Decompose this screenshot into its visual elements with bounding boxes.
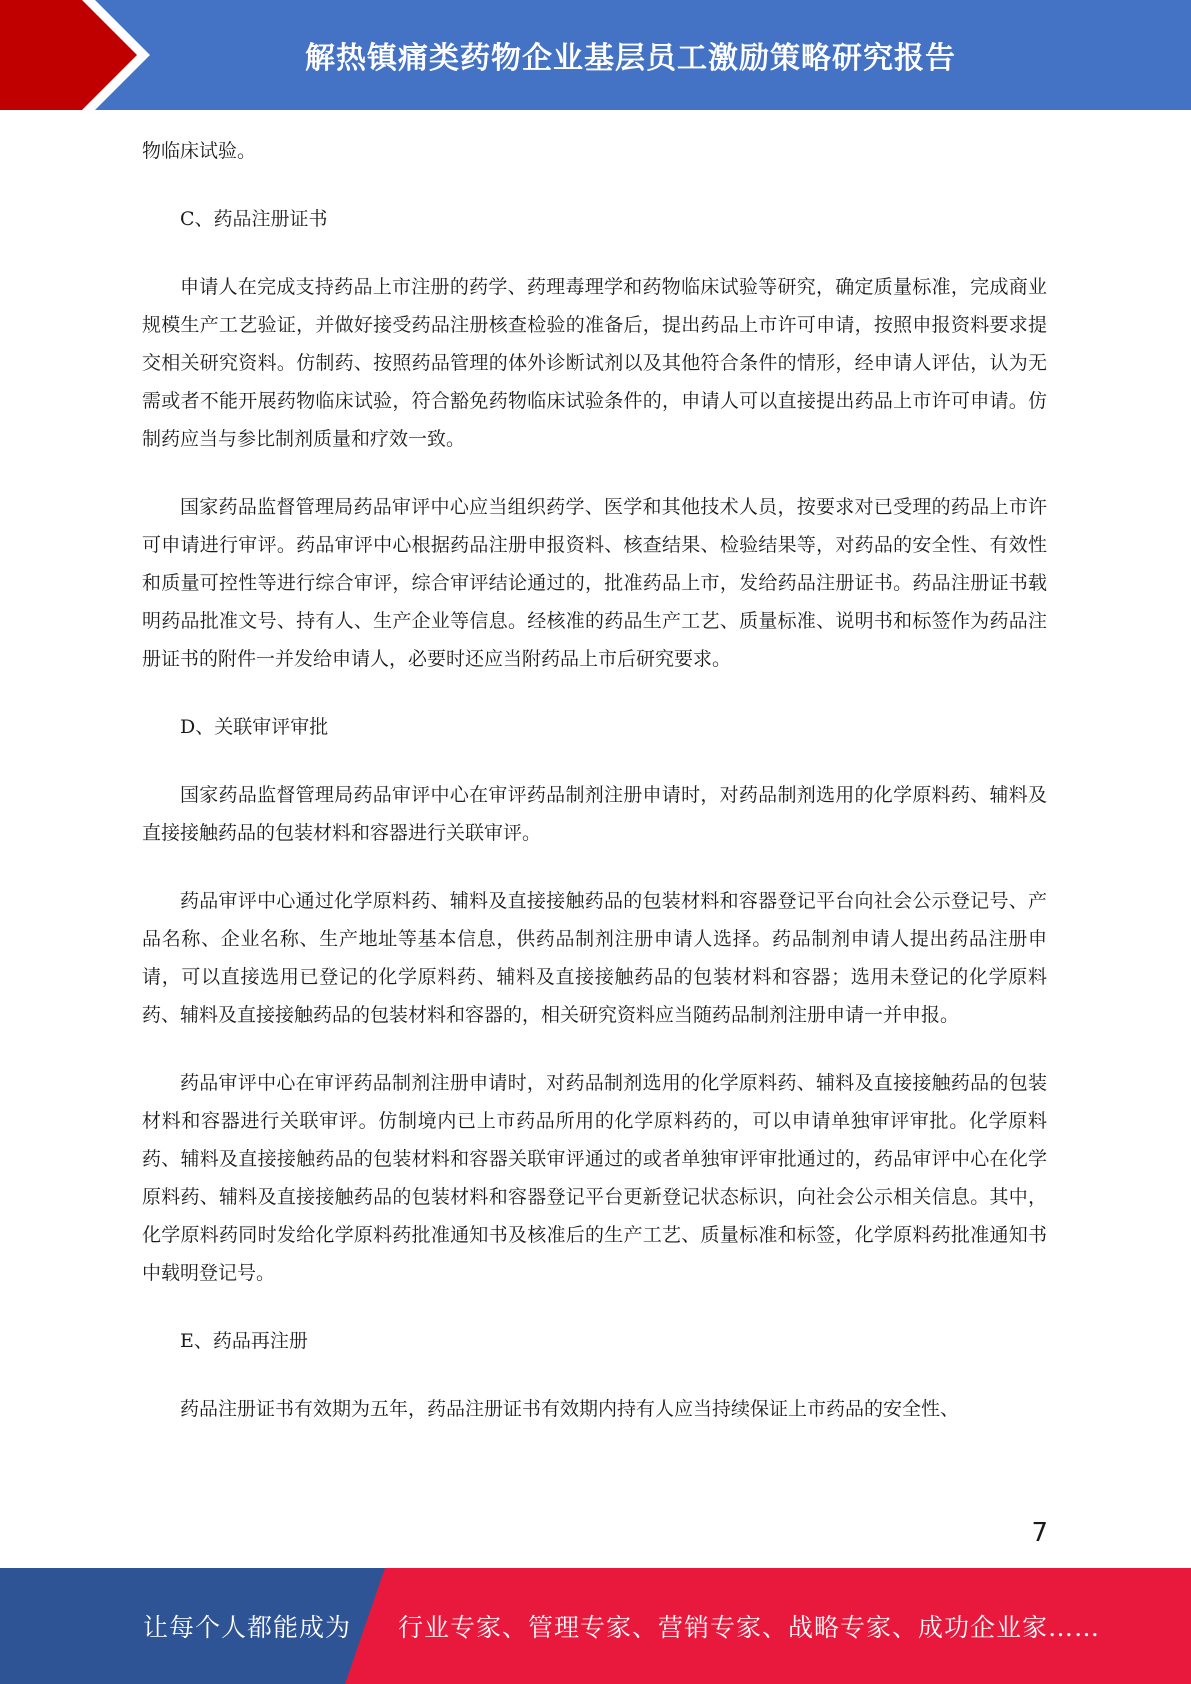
document-title: 解热镇痛类药物企业基层员工激励策略研究报告 <box>305 41 956 76</box>
header-chevron-decoration <box>0 0 160 110</box>
section-heading: E、药品再注册 <box>180 1330 308 1352</box>
footer-slogan-left: 让每个人都能成为 <box>143 1613 352 1642</box>
page-number: 7 <box>1031 1518 1048 1548</box>
body-paragraph: 国家药品监督管理局药品审评中心在审评药品制剂注册申请时，对药品制剂选用的化学原料药、辅料及直接接触药品的包装材料和容器进行关联审评。 <box>142 784 1047 844</box>
document-body <box>142 132 1047 1458</box>
page-header <box>0 0 1191 110</box>
section-heading: C、药品注册证书 <box>180 208 328 230</box>
body-paragraph: 物临床试验。 <box>142 140 257 162</box>
body-paragraph: 申请人在完成支持药品上市注册的药学、药理毒理学和药物临床试验等研究，确定质量标准，完成商业规模生产工艺验证，并做好接受药品注册核查检验的准备后，提出药品上市许可申请，按照申报资料要求提交相关研究资料。仿制药、按照药品管理的体外诊断试剂以及其他符合条件的情形，经申请人评估，认为无需或者不能开展药物临床试验，符合豁免药物临床试验条件的，申请人可以直接提出药品上市许可申请。仿制药应当与参比制剂质量和疗效一致。 <box>142 276 1047 450</box>
body-paragraph: 药品审评中心通过化学原料药、辅料及直接接触药品的包装材料和容器登记平台向社会公示登记号、产品名称、企业名称、生产地址等基本信息，供药品制剂注册申请人选择。药品制剂申请人提出药品注册申请，可以直接选用已登记的化学原料药、辅料及直接接触药品的包装材料和容器；选用未登记的化学原料药、辅料及直接接触药品的包装材料和容器的，相关研究资料应当随药品制剂注册申请一并申报。 <box>142 890 1047 1026</box>
body-paragraph: 国家药品监督管理局药品审评中心应当组织药学、医学和其他技术人员，按要求对已受理的药品上市许可申请进行审评。药品审评中心根据药品注册申报资料、核查结果、检验结果等，对药品的安全性、有效性和质量可控性等进行综合审评，综合审评结论通过的，批准药品上市，发给药品注册证书。药品注册证书载明药品批准文号、持有人、生产企业等信息。经核准的药品生产工艺、质量标准、说明书和标签作为药品注册证书的附件一并发给申请人，必要时还应当附药品上市后研究要求。 <box>142 496 1047 670</box>
section-heading: D、关联审评审批 <box>180 716 329 738</box>
footer-slogan-right: 行业专家、管理专家、营销专家、战略专家、成功企业家…… <box>398 1613 1101 1642</box>
body-paragraph: 药品审评中心在审评药品制剂注册申请时，对药品制剂选用的化学原料药、辅料及直接接触药品的包装材料和容器进行关联审评。仿制境内已上市药品所用的化学原料药的，可以申请单独审评审批。化学原料药、辅料及直接接触药品的包装材料和容器关联审评通过的或者单独审评审批通过的，药品审评中心在化学原料药、辅料及直接接触药品的包装材料和容器登记平台更新登记状态标识，向社会公示相关信息。其中，化学原料药同时发给化学原料药批准通知书及核准后的生产工艺、质量标准和标签，化学原料药批准通知书中载明登记号。 <box>142 1072 1047 1284</box>
body-paragraph: 药品注册证书有效期为五年，药品注册证书有效期内持有人应当持续保证上市药品的安全性、 <box>180 1398 960 1420</box>
page-footer <box>0 1568 1191 1684</box>
